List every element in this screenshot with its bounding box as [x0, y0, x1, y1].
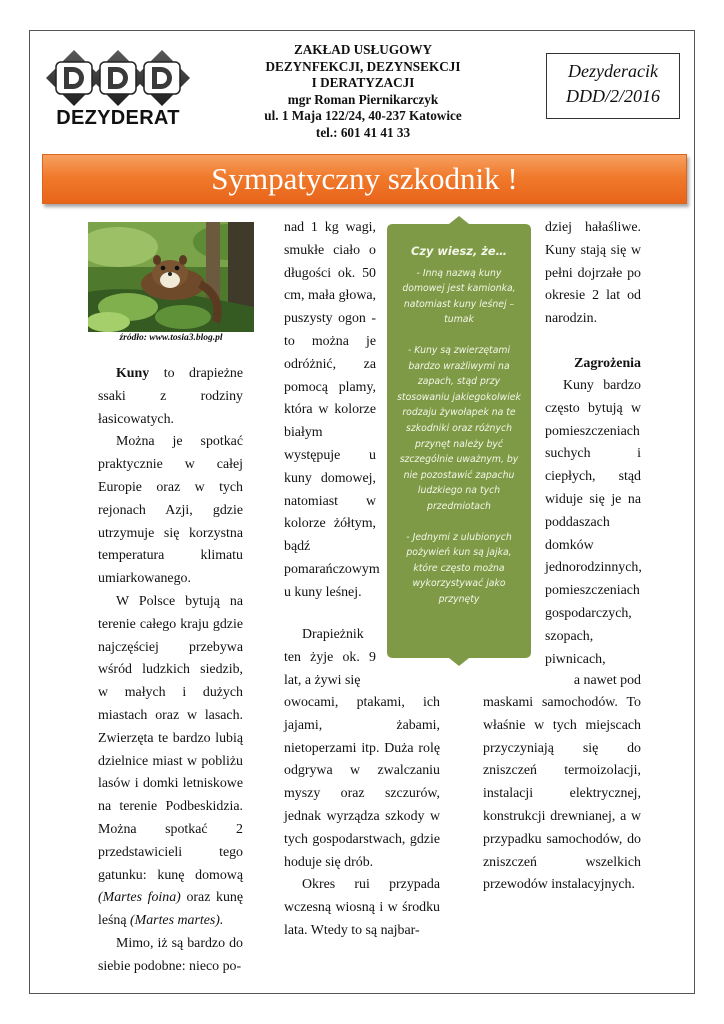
- info-box: [385, 216, 533, 666]
- section-heading-zagrozenia: [545, 353, 641, 376]
- text-column-3-wide: [483, 692, 641, 897]
- text-column-3: [545, 217, 641, 331]
- paragraph: nad 1 kg wagi, smukłe ciało o długości ok. 50 cm, mała głowa, puszysty ogon - to można je odróżnić, za pomocą plamy, która w kolorze białym występuje u kuny domowej, natomiast w kolorze żółtym, bądź pomarańczowym u kuny leśnej.: [284, 220, 380, 600]
- ddd-diamonds-icon: [44, 44, 192, 114]
- info-fact: - Jednymi z ulubionych pożywień kun są jajka, które często można wykorzystywać jako przynęty: [406, 531, 512, 605]
- logo-wordmark: DEZYDERAT: [56, 107, 180, 129]
- paragraph: Mimo, iż są bardzo do siebie podobne: nieco po-: [98, 935, 243, 974]
- latin-name: (Martes martes).: [130, 913, 224, 929]
- keyword-kuny: Kuny: [116, 366, 150, 381]
- text-column-2-wide: [284, 692, 440, 943]
- latin-name: (Martes foina): [98, 890, 181, 906]
- company-line: DEZYNFEKCJI, DEZYNSEKCJI: [265, 58, 461, 74]
- page-title: Sympatyczny szkodnik !: [211, 161, 518, 196]
- paragraph: dziej hałaśliwe. Kuny stają się w pełni dojrzałe po okresie 2 lat od narodzin.: [545, 220, 641, 327]
- text-column-3-continued: [545, 375, 641, 671]
- company-line: I DERATYZACJI: [311, 75, 415, 91]
- company-info: [228, 42, 498, 142]
- paragraph: maskami samochodów. To właśnie w tych miejscach przyczyniają się do zniszczeń termoizolacji, instalacji elektrycznej, konstrukcji drewnianej, a w przypadku samochodów, do zniszczeń wszelkich przewodów instalacyjnych.: [483, 695, 641, 893]
- paragraph: W Polsce bytują na terenie całego kraju gdzie najczęściej przebywa wśród ludzkich siedzib, w małych i dużych miastach oraz w lasach. Zwierzęta te bardzo lubią dzielnice miast w pobliżu lasów i domki letniskowe na terenie Podbeskidzia. Można spotkać 2 przedstawicieli tego gatunku: kunę domową (Martes foina) oraz kunę leśną (Martes martes).: [98, 593, 243, 929]
- paragraph: owocami, ptakami, ich jajami, żabami, nietoperzami itp. Duża rolę odgrywa w zwalczaniu myszy oraz szczurów, jednak wyrządza szkody w tych gospodarstwach, gdzie hoduje się drób.: [284, 695, 440, 870]
- paragraph: Okres rui przypada wczesną wiosną i w środku lata. Wtedy to są najbar-: [284, 877, 440, 938]
- issue-name: Dezyderacik: [568, 61, 658, 81]
- info-box-title: Czy wiesz, że…: [411, 244, 507, 258]
- issue-box: [546, 53, 680, 119]
- text-column-2-continued: [284, 624, 376, 692]
- info-fact: - Kuny są zwierzętami bardzo wrażliwymi na zapach, stąd przy stosowaniu jakiegokolwiek rodzaju żywołapek na te szkodniki oraz różnych przynęt należy być szczególnie uważnym, by nie pozostawić zapachu ludzkiego na tych przedmiotach: [397, 344, 521, 512]
- info-fact: - Inną nazwą kuny domowej jest kamionka, natomiast kuny leśnej – tumak: [402, 267, 516, 326]
- company-line: ZAKŁAD USŁUGOWY: [293, 42, 433, 57]
- paragraph: Można je spotkać praktycznie w całej Europie oraz w tych rejonach Azji, gdzie utrzymuje się korzystna temperatura klimatu umiarkowanego.: [98, 434, 243, 587]
- section-heading: Zagrożenia: [574, 356, 641, 371]
- paragraph: a nawet pod: [573, 673, 641, 688]
- text-column-2: [284, 217, 380, 605]
- photo-caption: źródło: www.tosia3.blog.pl: [119, 333, 223, 343]
- company-address: ul. 1 Maja 122/24, 40-237 Katowice: [264, 108, 462, 124]
- text-column-1: [98, 363, 243, 979]
- paragraph: Drapieżnik ten żyje ok. 9 lat, a żywi się: [284, 627, 376, 688]
- paragraph: Kuny to drapieżne ssaki z rodziny łasicowatych.: [98, 366, 243, 427]
- issue-number: DDD/2/2016: [566, 86, 660, 106]
- company-line: mgr Roman Piernikarczyk: [287, 91, 439, 107]
- info-box-content: [395, 244, 523, 622]
- title-banner: [42, 154, 687, 204]
- text-column-3-short: [545, 670, 641, 693]
- company-phone: tel.: 601 41 41 33: [315, 124, 411, 140]
- marten-photo: [88, 222, 254, 332]
- paragraph: Kuny bardzo często bytują w pomieszczeniach suchych i ciepłych, stąd widuje się je na poddaszach domków jednorodzinnych, pomieszczeniach gospodarczych, szopach, piwnicach,: [545, 378, 642, 667]
- marten-image: [88, 222, 254, 332]
